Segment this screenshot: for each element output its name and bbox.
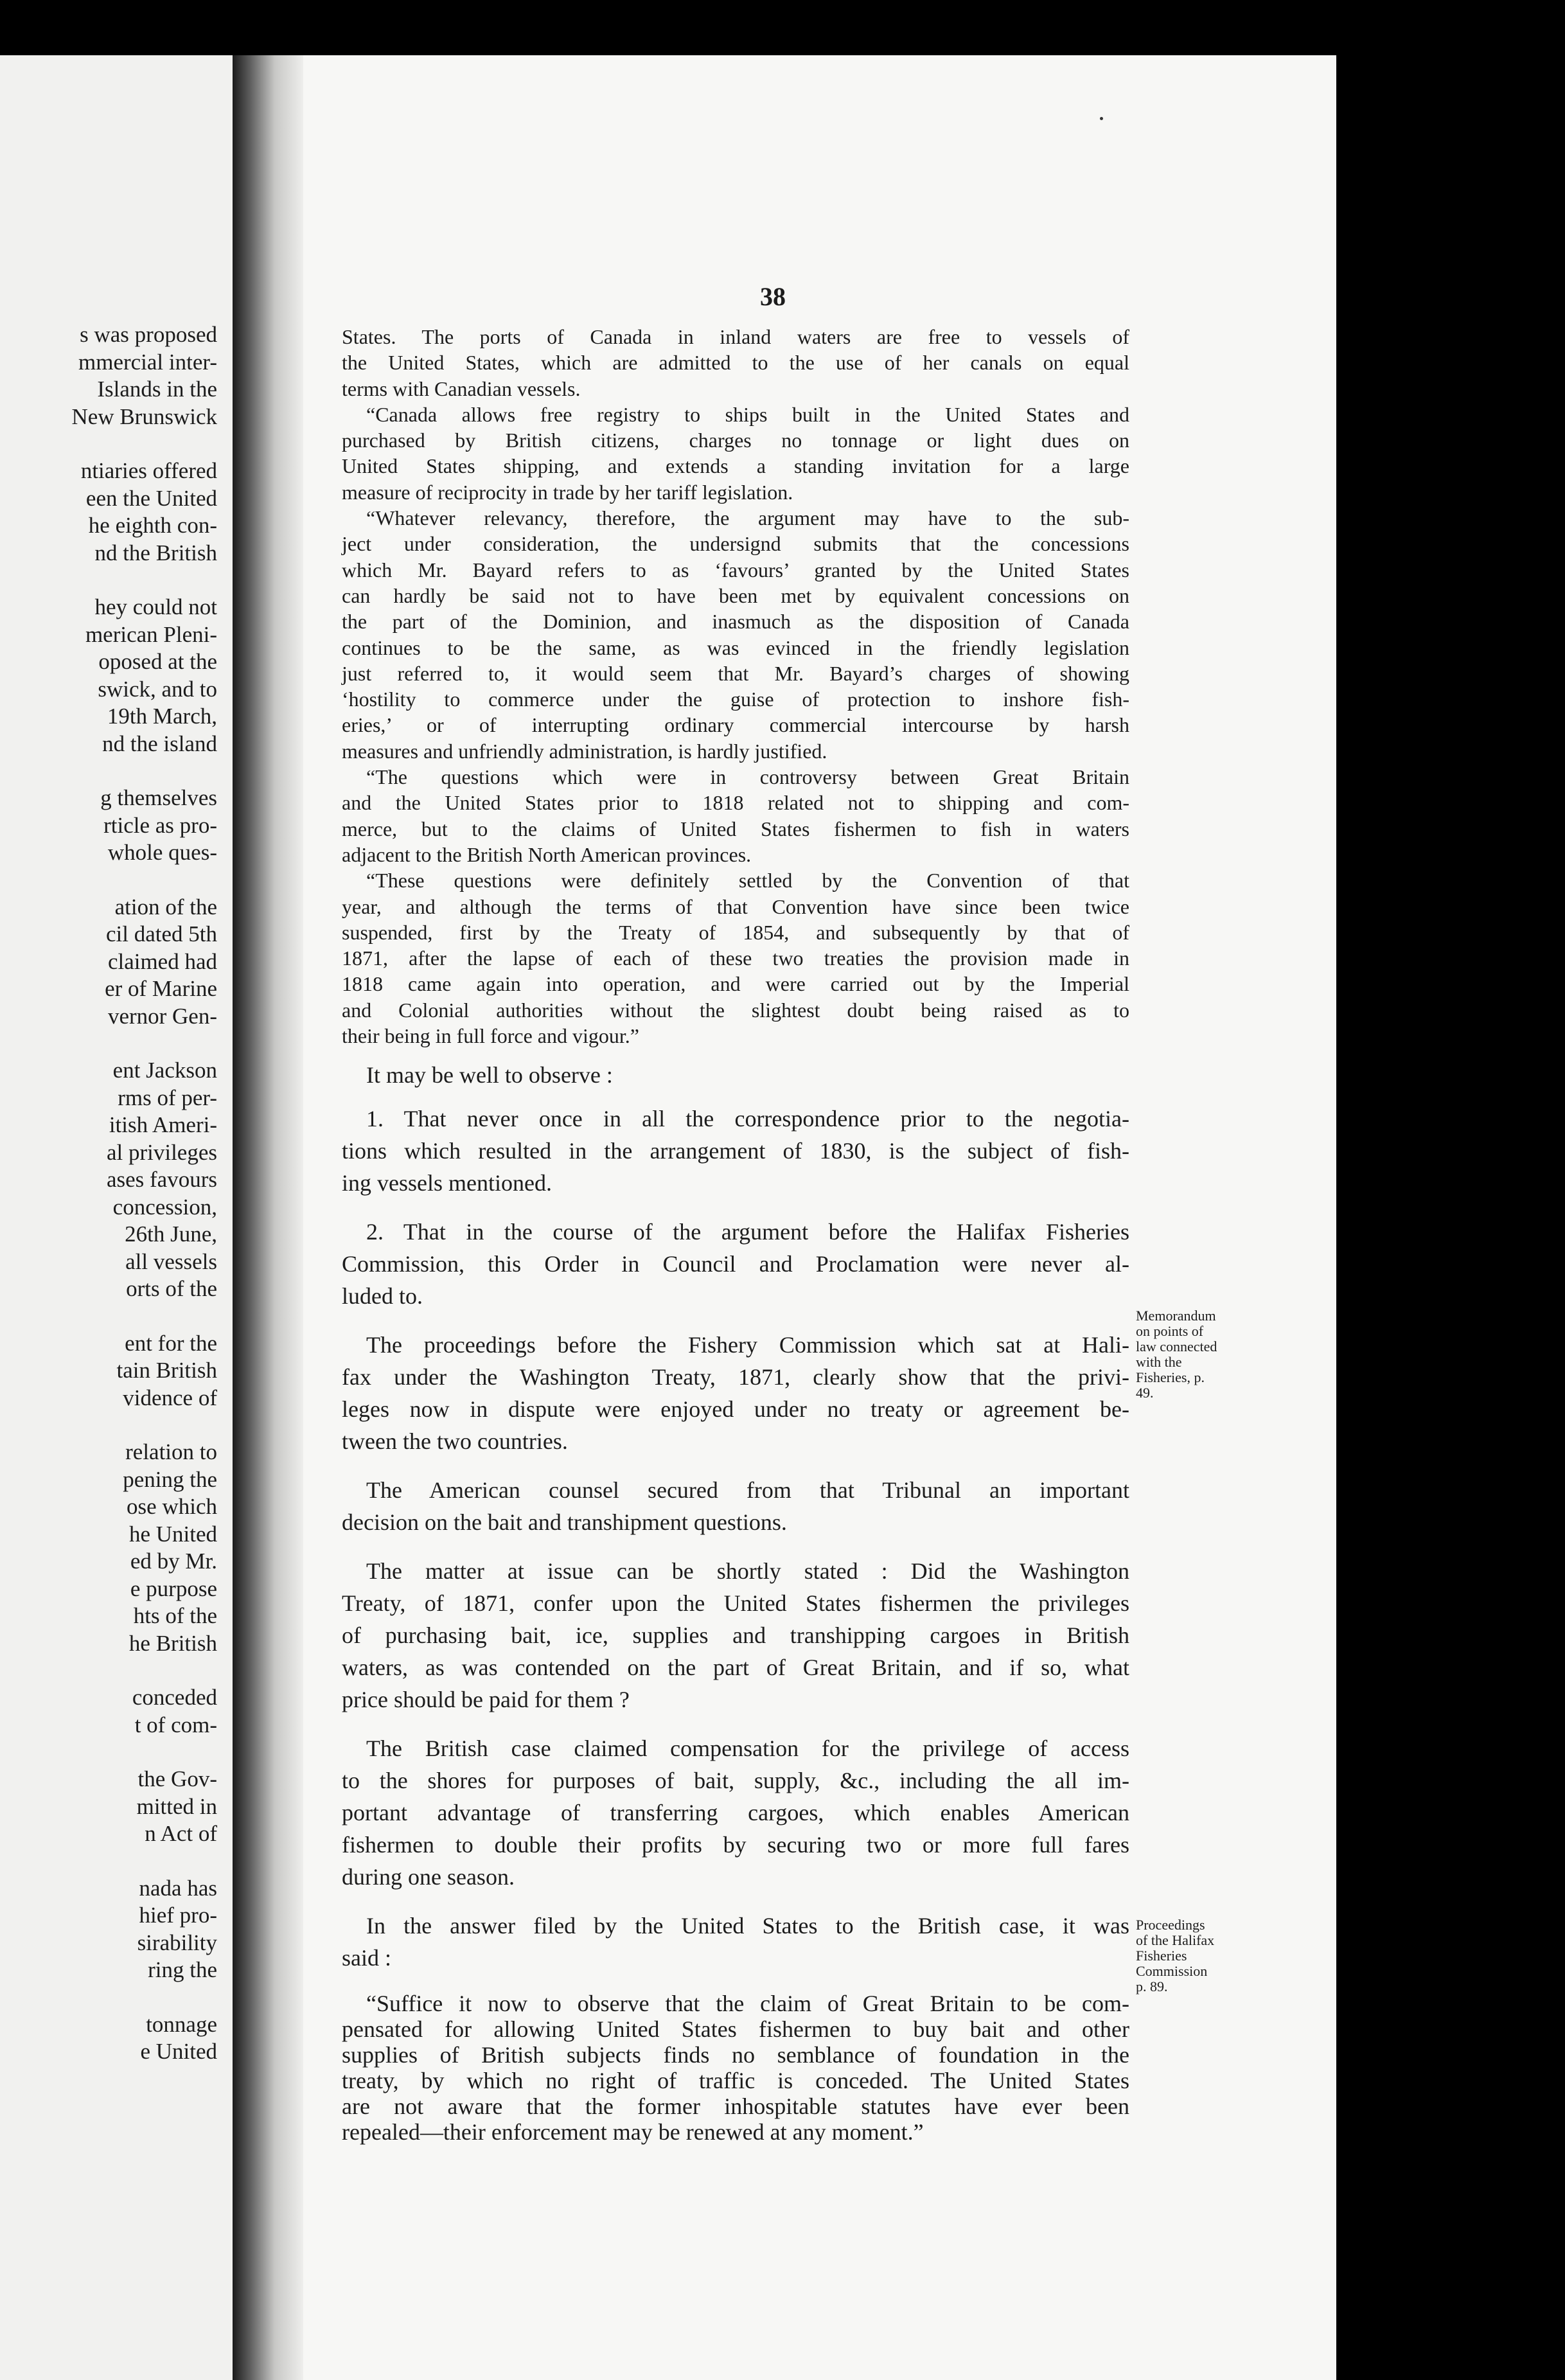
text-line: 2. That in the course of the argument before the Halifax Fisheries [366, 1219, 1129, 1245]
fragment-line: s was proposed [80, 322, 217, 347]
quoted-passage [342, 324, 1129, 1049]
text-line: decision on the bait and transhipment questions. [342, 1509, 787, 1536]
text-line: “Suffice it now to observe that the claim of Great Britain to be com- [366, 1991, 1129, 2017]
text-line: repealed—their enforcement may be renewed at any moment.” [342, 2119, 924, 2145]
fragment-line: er of Marine [105, 976, 217, 1001]
text-line: during one season. [342, 1864, 515, 1890]
fragment-line: nd the British [94, 540, 217, 565]
fragment-line: vernor Gen- [107, 1003, 217, 1029]
fragment-line: mitted in [136, 1793, 217, 1819]
fragment-line: vidence of [123, 1385, 217, 1410]
text-line: the United States, which are admitted to the use of her canals on equal [342, 351, 1129, 375]
paragraph-answer [342, 1910, 1129, 1974]
quote-suffice [342, 1991, 1129, 2145]
paragraph-gap [0, 567, 217, 594]
text-line: “Canada allows free registry to ships built in the United States and [366, 402, 1129, 426]
margin-note-line: Proceedings [1136, 1917, 1205, 1933]
paragraph-gap [0, 1739, 217, 1766]
fragment-line: all vessels [125, 1248, 217, 1274]
text-line: to the shores for purposes of bait, supply, &c., including the all im- [342, 1768, 1129, 1794]
text-line: terms with Canadian vessels. [342, 377, 581, 400]
text-line: measure of reciprocity in trade by her tariff legislation. [342, 480, 793, 504]
observe-line: It may be well to observe : [366, 1062, 613, 1088]
margin-note-line: of the Halifax [1136, 1932, 1215, 1948]
fragment-line: rms of per- [118, 1085, 217, 1110]
fragment-line: hief pro- [139, 1903, 217, 1928]
margin-note-line: Commission [1136, 1963, 1208, 1979]
paragraph-british-case [342, 1732, 1129, 1893]
fragment-line: claimed had [107, 948, 217, 974]
fragment-line: he eighth con- [88, 513, 217, 538]
margin-note-memorandum [1136, 1308, 1217, 1401]
point-2 [342, 1216, 1129, 1312]
margin-note-line: Fisheries, p. [1136, 1369, 1205, 1385]
scan-border-top [0, 0, 1565, 55]
fragment-line: e purpose [130, 1576, 217, 1601]
paragraph-gap [0, 758, 217, 785]
text-line: can hardly be said not to have been met by equivalent concessions on [342, 583, 1129, 607]
text-line: The British case claimed compensation for the privilege of access [366, 1736, 1129, 1762]
text-line: treaty, by which no right of traffic is conceded. The United States [342, 2068, 1129, 2094]
fragment-line: New Brunswick [71, 404, 217, 429]
fragment-line: orts of the [126, 1276, 217, 1301]
text-line: States. The ports of Canada in inland waters are free to vessels of [342, 325, 1129, 348]
text-line: adjacent to the British North American provinces. [342, 842, 752, 866]
text-line: United States shipping, and extends a standing invitation for a large [342, 454, 1129, 478]
fragment-line: he United [128, 1521, 217, 1547]
fragment-line: ent for the [125, 1330, 217, 1356]
fragment-line: itish Ameri- [109, 1112, 217, 1137]
fragment-line: nada has [139, 1875, 217, 1901]
text-line: The proceedings before the Fishery Commission which sat at Hali- [366, 1332, 1129, 1358]
fragment-line: concession, [112, 1194, 217, 1220]
text-line: ject under consideration, the undersignd submits that the concessions [342, 532, 1129, 556]
fragment-line: sirability [137, 1930, 217, 1955]
scan-border-right [1336, 0, 1565, 2380]
fragment-line: swick, and to [98, 676, 217, 702]
fragment-line: een the United [85, 485, 217, 511]
fragment-line: ring the [148, 1957, 217, 1982]
text-line: ‘hostility to commerce under the guise of protection to inshore fish- [342, 688, 1129, 711]
text-line: tween the two countries. [342, 1428, 568, 1455]
text-line: “These questions were definitely settled by the Convention of that [366, 869, 1129, 892]
margin-note-line: p. 89. [1136, 1978, 1168, 1994]
text-line: are not aware that the former inhospitable statutes have ever been [342, 2093, 1129, 2120]
fragment-line: e United [140, 2039, 217, 2064]
fragment-line: nd the island [102, 731, 217, 756]
fragment-line: conceded [132, 1685, 217, 1710]
text-line: their being in full force and vigour.” [342, 1024, 639, 1048]
previous-page-fragment [0, 55, 233, 2380]
fragment-line: g themselves [100, 785, 217, 810]
fragment-line: ose which [127, 1494, 217, 1519]
fragment-line: ation of the [114, 894, 217, 919]
paragraph-gap [0, 867, 217, 894]
text-column [342, 324, 1129, 2145]
text-line: fax under the Washington Treaty, 1871, clearly show that the privi- [342, 1364, 1129, 1390]
fragment-line: tonnage [146, 2011, 217, 2037]
paragraph-gap [0, 1412, 217, 1439]
quoted-paragraph [342, 402, 1129, 505]
text-line: The American counsel secured from that Tribunal an important [366, 1477, 1129, 1504]
fragment-line: 26th June, [125, 1221, 217, 1247]
text-line: Commission, this Order in Council and Proclamation were never al- [342, 1251, 1129, 1277]
text-line: eries,’ or of interrupting ordinary commercial intercourse by harsh [342, 713, 1129, 737]
fragment-line: he British [128, 1630, 217, 1656]
fragment-line: ed by Mr. [130, 1549, 217, 1574]
fragment-line: n Act of [145, 1821, 217, 1846]
text-line: merce, but to the claims of United States fishermen to fish in waters [342, 817, 1129, 840]
page [303, 55, 1336, 2380]
fragment-line: whole ques- [107, 840, 217, 865]
text-line: “Whatever relevancy, therefore, the argument may have to the sub- [366, 506, 1129, 530]
quoted-paragraph [342, 324, 1129, 402]
text-line: fishermen to double their profits by securing two or more full fares [342, 1832, 1129, 1858]
page-number: 38 [760, 282, 786, 311]
margin-note-proceedings [1136, 1917, 1214, 1994]
text-line: and the United States prior to 1818 related not to shipping and com- [342, 791, 1129, 815]
text-line: The matter at issue can be shortly stated : Did the Washington [366, 1558, 1129, 1585]
margin-note-line: with the [1136, 1354, 1182, 1370]
margin-note-line: 49. [1136, 1385, 1154, 1401]
paragraph-gap [0, 1848, 217, 1875]
text-line: year, and although the terms of that Convention have since been twice [342, 894, 1129, 918]
paragraph-gap [0, 1303, 217, 1330]
fragment-line: oposed at the [98, 649, 217, 674]
quoted-paragraph [342, 867, 1129, 1049]
text-line: supplies of British subjects finds no semblance of foundation in the [342, 2042, 1129, 2068]
text-line: In the answer filed by the United States to the British case, it was [366, 1913, 1129, 1939]
text-line: continues to be the same, as was evinced in the friendly legislation [342, 635, 1129, 659]
text-line: 1871, after the lapse of each of these two treaties the provision made in [342, 946, 1129, 970]
fragment-line: merican Pleni- [85, 621, 217, 647]
fragment-line: al privileges [106, 1139, 217, 1165]
text-line: the part of the Dominion, and inasmuch as the disposition of Canada [342, 610, 1129, 634]
book-gutter [233, 55, 303, 2380]
fragment-line: the Gov- [137, 1766, 217, 1791]
text-line: portant advantage of transferring cargoes, which enables American [342, 1800, 1129, 1826]
text-line: Treaty, of 1871, confer upon the United States fishermen the privileges [342, 1590, 1129, 1617]
fragment-line: t of com- [134, 1712, 217, 1737]
text-line: measures and unfriendly administration, is hardly justified. [342, 739, 827, 763]
text-line: waters, as was contended on the part of Great Britain, and if so, what [342, 1655, 1129, 1681]
fragment-line: cil dated 5th [105, 921, 217, 946]
text-line: 1. That never once in all the correspondence prior to the negotia- [366, 1106, 1129, 1132]
paragraph-gap [0, 1984, 217, 2011]
fragment-line: ent Jackson [112, 1058, 217, 1083]
text-line: of purchasing bait, ice, supplies and transhipping cargoes in British [342, 1622, 1129, 1649]
point-1 [342, 1103, 1129, 1199]
paragraph-gap [0, 1030, 217, 1057]
fragment-line: mmercial inter- [78, 349, 217, 375]
fragment-line: ases favours [106, 1167, 217, 1192]
fragment-line: hey could not [94, 594, 217, 619]
text-line: tions which resulted in the arrangement of 1830, is the subject of fish- [342, 1138, 1129, 1164]
text-line: just referred to, it would seem that Mr. Bayard’s charges of showing [342, 661, 1129, 685]
paragraph-counsel [342, 1474, 1129, 1538]
fragment-line: ntiaries offered [80, 458, 217, 483]
fragment-line: pening the [123, 1466, 217, 1492]
paragraph-gap [0, 1657, 217, 1684]
text-line: luded to. [342, 1283, 423, 1310]
text-line: purchased by British citizens, charges no tonnage or light dues on [342, 429, 1129, 452]
text-line: price should be paid for them ? [342, 1687, 630, 1713]
text-line: ing vessels mentioned. [342, 1170, 552, 1196]
text-line: said : [342, 1945, 391, 1971]
fragment-line: relation to [125, 1439, 217, 1464]
paragraph-matter [342, 1555, 1129, 1716]
previous-page-text [0, 321, 217, 2066]
fragment-line: rticle as pro- [103, 812, 217, 838]
text-line: leges now in dispute were enjoyed under no treaty or agreement be- [342, 1396, 1129, 1423]
fragment-line: Islands in the [97, 377, 217, 402]
text-line: which Mr. Bayard refers to as ‘favours’ granted by the United States [342, 558, 1129, 582]
fragment-line: tain British [116, 1358, 217, 1383]
print-speck [1100, 117, 1103, 120]
margin-note-line: Fisheries [1136, 1948, 1187, 1964]
margin-note-line: Memorandum [1136, 1308, 1216, 1324]
text-line: “The questions which were in controversy between Great Britain [366, 765, 1129, 789]
margin-note-line: law connected [1136, 1338, 1217, 1354]
paragraph-proceedings [342, 1329, 1129, 1457]
text-line: suspended, first by the Treaty of 1854, and subsequently by that of [342, 920, 1129, 944]
quoted-paragraph [342, 505, 1129, 764]
text-line: pensated for allowing United States fishermen to buy bait and other [342, 2016, 1129, 2043]
margin-note-line: on points of [1136, 1323, 1204, 1339]
paragraph-gap [0, 431, 217, 457]
fragment-line: 19th March, [107, 704, 217, 729]
text-line: 1818 came again into operation, and were carried out by the Imperial [342, 972, 1129, 996]
text-line: and Colonial authorities without the slightest doubt being raised as to [342, 998, 1129, 1022]
fragment-line: hts of the [133, 1603, 217, 1628]
quoted-paragraph [342, 764, 1129, 867]
